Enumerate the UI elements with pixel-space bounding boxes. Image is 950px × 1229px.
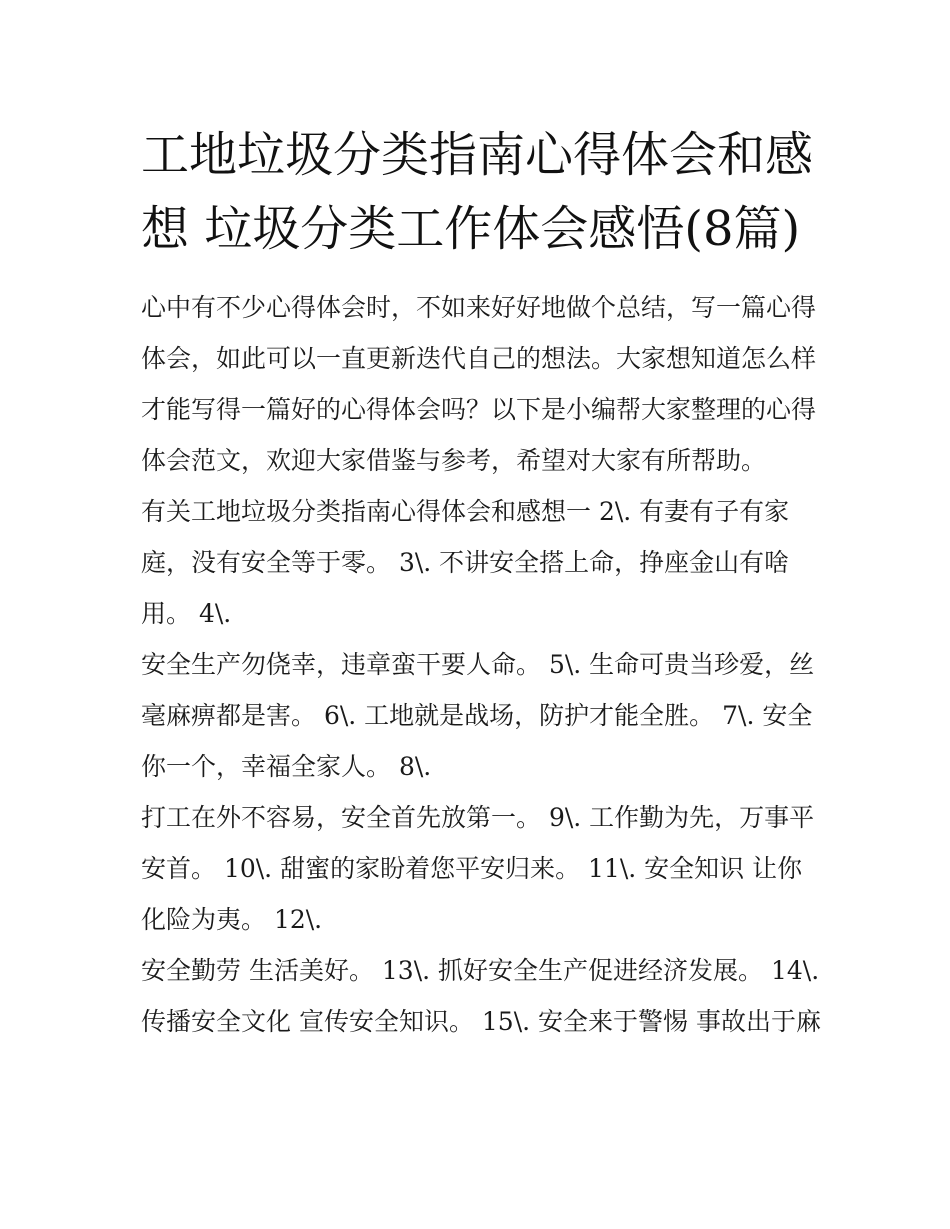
intro-paragraph: 心中有不少心得体会时，不如来好好地做个总结，写一篇心得体会，如此可以一直更新迭代自己的想法。大家想知道怎么样才能写得一篇好的心得体会吗？以下是小编帮大家整理的心得体会范文，欢迎大家借鉴与参考，希望对大家有所帮助。 (141, 293, 817, 475)
body-paragraph: 打工在外不容易，安全首先放第一。 9\. 工作勤为先，万事平安首。 10\. 甜蜜的家盼着您平安归来。 11\. 安全知识 让你化险为夷。 12\. (141, 803, 815, 934)
body-paragraph: 安全生产勿侥幸，违章蛮干要人命。 5\. 生命可贵当珍爱，丝毫麻痹都是害。 6\. 工地就是战场，防护才能全胜。 7\. 安全你一个，幸福全家人。 8\. (141, 650, 815, 781)
body-paragraph: 安全勤劳 生活美好。 13\. 抓好安全生产促进经济发展。 14\. 传播安全文化 宣传安全知识。 15\. 安全来于警惕 事故出于麻 (141, 956, 821, 1036)
document-title: 工地垃圾分类指南心得体会和感想 垃圾分类工作体会感悟(8篇) (141, 127, 814, 257)
body-paragraph: 有关工地垃圾分类指南心得体会和感想一 2\. 有妻有子有家庭，没有安全等于零。 3\. 不讲安全搭上命，挣座金山有啥用。 4\. (141, 497, 790, 628)
document-page (141, 118, 821, 1047)
